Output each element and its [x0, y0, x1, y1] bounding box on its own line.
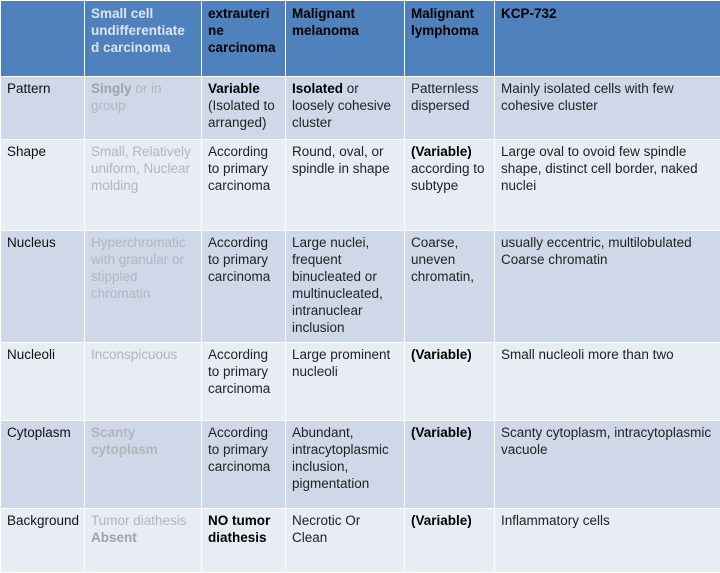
header-malignant-melanoma: Malignant melanoma: [286, 1, 405, 77]
table-row-nucleoli: [1, 343, 720, 421]
cell-extrauterine: According to primary carcinoma: [202, 231, 286, 343]
cell-kcp: Inflammatory cells: [495, 509, 720, 573]
table-row-background: [1, 509, 720, 573]
cell-small-cell: Scanty cytoplasm: [85, 421, 202, 509]
table-row-nucleus: [1, 231, 720, 343]
cell-small-cell: Hyperchromatic with granular or stippled chromatin: [85, 231, 202, 343]
cell-lymphoma: Patternless dispersed: [405, 77, 495, 140]
cell-melanoma: Large prominent nucleoli: [286, 343, 405, 421]
table-row-cytoplasm: [1, 421, 720, 509]
cell-lymphoma: (Variable) according to subtype: [405, 140, 495, 231]
header-stub: [1, 1, 85, 77]
cell-lymphoma: (Variable): [405, 421, 495, 509]
cell-melanoma: Isolated or loosely cohesive cluster: [286, 77, 405, 140]
cell-lymphoma: (Variable): [405, 509, 495, 573]
cell-extrauterine: Variable (Isolated to arranged): [202, 77, 286, 140]
cell-kcp: Scanty cytoplasm, intracytoplasmic vacuole: [495, 421, 720, 509]
row-label: Nucleoli: [1, 343, 85, 421]
cell-melanoma: Round, oval, or spindle in shape: [286, 140, 405, 231]
cell-small-cell: Small, Relatively uniform, Nuclear molding: [85, 140, 202, 231]
cell-melanoma: Abundant, intracytoplasmic inclusion, pigmentation: [286, 421, 405, 509]
cell-kcp: usually eccentric, multilobulated Coarse chromatin: [495, 231, 720, 343]
row-label: Nucleus: [1, 231, 85, 343]
cell-lymphoma: (Variable): [405, 343, 495, 421]
cell-melanoma: Necrotic Or Clean: [286, 509, 405, 573]
header-row: [1, 1, 720, 77]
row-label: Background: [1, 509, 85, 573]
cell-melanoma: Large nuclei, frequent binucleated or multinucleated, intranuclear inclusion: [286, 231, 405, 343]
cell-kcp: Small nucleoli more than two: [495, 343, 720, 421]
cell-lymphoma: Coarse, uneven chromatin,: [405, 231, 495, 343]
cell-kcp: Mainly isolated cells with few cohesive cluster: [495, 77, 720, 140]
cell-extrauterine: NO tumor diathesis: [202, 509, 286, 573]
table-row-shape: [1, 140, 720, 231]
cell-small-cell: Singly or in group: [85, 77, 202, 140]
table-row-pattern: [1, 77, 720, 140]
header-small-cell-carcinoma: Small cell undifferentiate d carcinoma: [85, 1, 202, 77]
row-label: Cytoplasm: [1, 421, 85, 509]
header-malignant-lymphoma: Malignant lymphoma: [405, 1, 495, 77]
cell-small-cell: Tumor diathesis Absent: [85, 509, 202, 573]
row-label: Shape: [1, 140, 85, 231]
header-kcp-732: KCP-732: [495, 1, 720, 77]
cell-extrauterine: According to primary carcinoma: [202, 421, 286, 509]
cell-extrauterine: According to primary carcinoma: [202, 140, 286, 231]
cell-kcp: Large oval to ovoid few spindle shape, distinct cell border, naked nuclei: [495, 140, 720, 231]
cell-small-cell: Inconspicuous: [85, 343, 202, 421]
cell-extrauterine: According to primary carcinoma: [202, 343, 286, 421]
row-label: Pattern: [1, 77, 85, 140]
header-extrauterine-carcinoma: extrauteri ne carcinoma: [202, 1, 286, 77]
